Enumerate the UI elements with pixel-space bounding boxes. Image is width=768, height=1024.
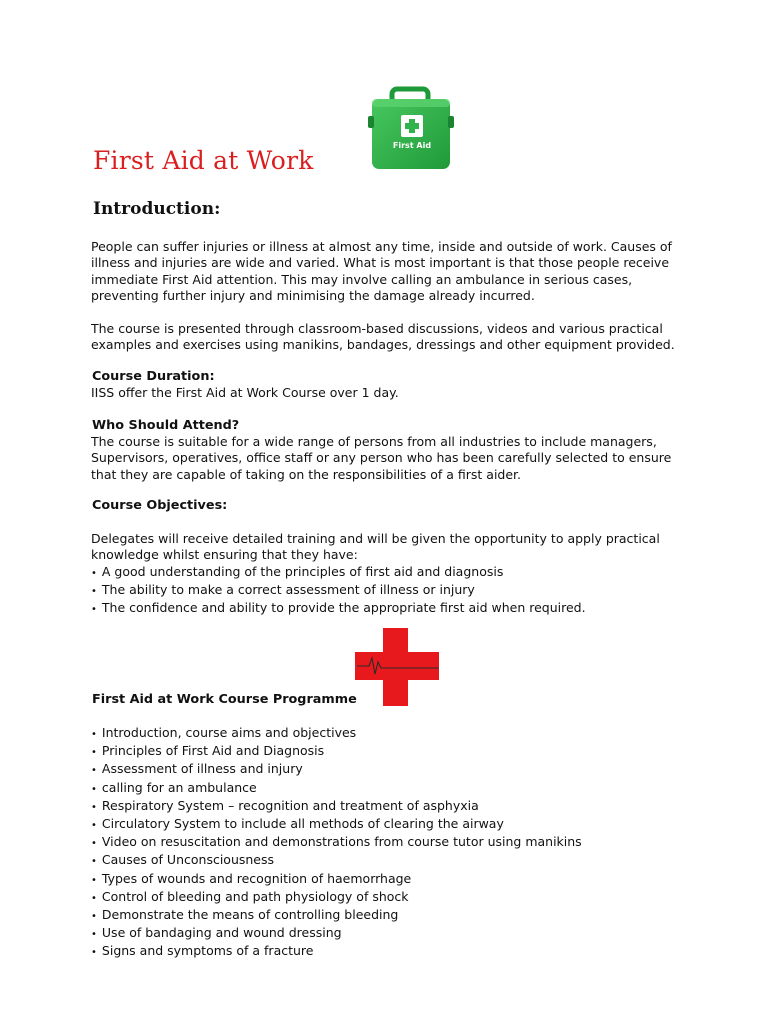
bullet-icon: • (91, 874, 97, 886)
text-line: examples and exercises using manikins, bandages, dressings and other equipment provided. (91, 337, 675, 353)
course-programme-heading: First Aid at Work Course Programme (92, 692, 357, 707)
objectives-list-item: • A good understanding of the principles of first aid and diagnosis (91, 563, 504, 579)
text-line: immediate First Aid attention. This may involve calling an ambulance in serious cases, (91, 271, 633, 287)
programme-list-item: • Control of bleeding and path physiology of shock (91, 888, 409, 904)
bullet-icon: • (91, 929, 97, 941)
bullet-icon: • (91, 820, 97, 832)
text-line: The course is presented through classroom-based discussions, videos and various practical (91, 321, 663, 336)
text-line: preventing further injury and minimising the damage already incurred. (91, 287, 535, 303)
programme-list-item: • Types of wounds and recognition of haemorrhage (91, 870, 412, 886)
page-title: First Aid at Work (93, 146, 314, 175)
bullet-icon: • (91, 911, 97, 923)
first-aid-kit-icon (340, 86, 480, 176)
programme-list-item: • Principles of First Aid and Diagnosis (91, 743, 325, 759)
programme-list-item: • Assessment of illness and injury (91, 761, 303, 777)
programme-list-item: • calling for an ambulance (91, 779, 257, 795)
programme-list-item: • Introduction, course aims and objectives (91, 725, 357, 740)
who-should-attend-text (91, 434, 691, 483)
bullet-icon: • (91, 801, 97, 813)
text-line: People can suffer injuries or illness at almost any time, inside and outside of work. Causes of (91, 239, 672, 254)
course-objectives-text (91, 531, 691, 618)
bullet-icon: • (91, 765, 97, 777)
text-line: The course is suitable for a wide range of persons from all industries to include managers, (91, 434, 657, 449)
bullet-icon: • (91, 729, 97, 740)
programme-list-item: • Signs and symptoms of a fracture (91, 943, 314, 959)
text-line: IISS offer the First Aid at Work Course over 1 day. (91, 385, 399, 400)
bullet-icon: • (91, 585, 97, 597)
text-line: that they are capable of taking on the responsibilities of a first aider. (91, 466, 522, 482)
bullet-icon: • (91, 747, 97, 759)
red-cross-heartbeat-icon (355, 628, 439, 706)
programme-list-item: • Causes of Unconsciousness (91, 852, 275, 868)
intro-paragraph-2 (91, 321, 691, 354)
course-objectives-heading: Course Objectives: (92, 498, 228, 513)
bullet-icon: • (91, 947, 97, 959)
programme-list-item: • Video on resuscitation and demonstrations from course tutor using manikins (91, 834, 582, 850)
bullet-icon: • (91, 604, 97, 616)
text-line: Supervisors, operatives, office staff or any person who has been carefully selected to ensure (91, 450, 672, 466)
intro-paragraph-1 (91, 239, 691, 304)
course-duration-heading: Course Duration: (92, 369, 215, 384)
bullet-icon: • (91, 567, 97, 579)
bullet-icon: • (91, 783, 97, 795)
course-duration-text (91, 385, 691, 401)
introduction-heading: Introduction: (93, 199, 221, 219)
text-line: Delegates will receive detailed training and will be given the opportunity to apply practical (91, 531, 660, 546)
text-line: illness and injuries are wide and varied. What is most important is that those people receive (91, 255, 670, 271)
objectives-list-item: • The ability to make a correct assessment of illness or injury (91, 581, 475, 597)
objectives-list-item: • The confidence and ability to provide the appropriate first aid when required. (91, 600, 586, 616)
who-should-attend-heading: Who Should Attend? (92, 418, 240, 433)
bullet-icon: • (91, 892, 97, 904)
course-programme-list (91, 725, 582, 962)
bullet-icon: • (91, 856, 97, 868)
programme-list-item: • Demonstrate the means of controlling bleeding (91, 907, 399, 923)
bullet-icon: • (91, 838, 97, 850)
programme-list-item: • Use of bandaging and wound dressing (91, 925, 342, 941)
programme-list-item: • Circulatory System to include all methods of clearing the airway (91, 816, 504, 832)
text-line: knowledge whilst ensuring that they have: (91, 547, 358, 563)
kit-label: First Aid (392, 141, 432, 150)
programme-list-item: • Respiratory System – recognition and treatment of asphyxia (91, 797, 479, 813)
